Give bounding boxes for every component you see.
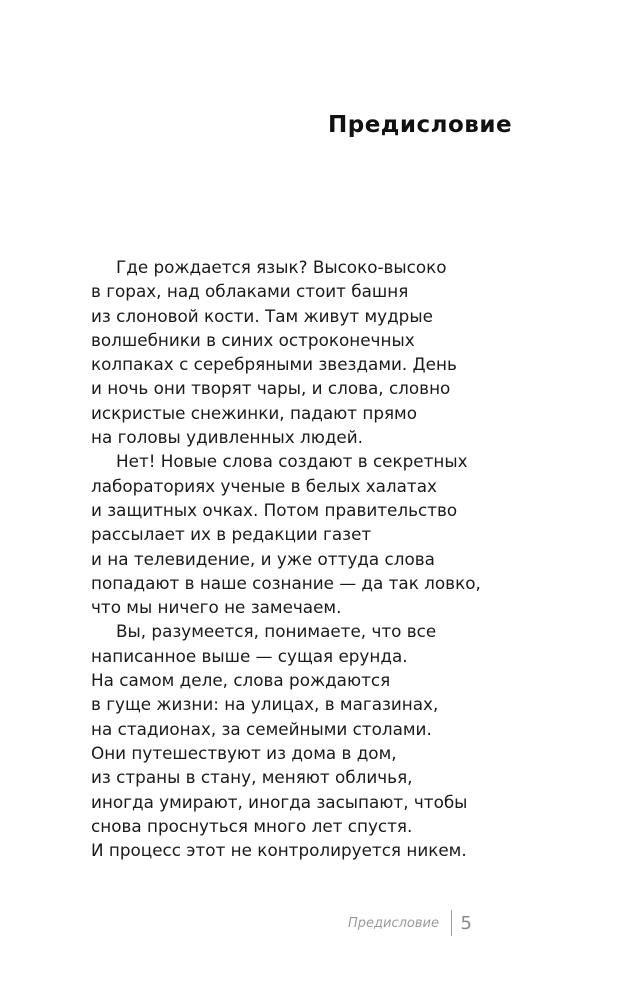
paragraph-1-line-6: и ночь они творят чары, и слова, словно <box>91 378 451 399</box>
paragraph-1-line-3: из слоновой кости. Там живут мудрые <box>91 305 433 326</box>
paragraph-3-line-7: из страны в стану, меняют обличья, <box>91 767 413 788</box>
paragraph-2-line-2: лабораториях ученые в белых халатах <box>91 475 437 496</box>
paragraph-2-line-6: попадают в наше сознание — да так ловко, <box>91 572 481 593</box>
footer-divider <box>451 910 453 936</box>
paragraph-1-line-7: искристые снежинки, падают прямо <box>91 402 417 423</box>
running-footer-section: Предисловие <box>348 915 439 931</box>
paragraph-2-line-4: рассылает их в редакции газет <box>91 524 372 545</box>
body-text <box>91 255 511 862</box>
paragraph-1-line-1: Где рождается язык? Высоко-высоко <box>116 257 447 277</box>
paragraph-3-line-10: И процесс этот не контролируется никем. <box>91 840 467 861</box>
paragraph-3-line-6: Они путешествуют из дома в дом, <box>91 742 397 763</box>
paragraph-3-line-3: На самом деле, слова рождаются <box>91 670 391 691</box>
paragraph-3-line-4: в гуще жизни: на улицах, в магазинах, <box>91 694 439 715</box>
page-footer <box>348 910 472 936</box>
paragraph-2-line-3: и защитных очках. Потом правительство <box>91 499 458 520</box>
paragraph-1-line-4: волшебники в синих остроконечных <box>91 329 415 350</box>
chapter-title: Предисловие <box>328 112 513 138</box>
paragraph-1-line-5: колпаках с серебряными звездами. День <box>91 354 457 375</box>
paragraph-3-line-5: на стадионах, за семейными столами. <box>91 718 432 739</box>
paragraph-3-line-8: иногда умирают, иногда засыпают, чтобы <box>91 791 468 812</box>
paragraph-2-line-1: Нет! Новые слова создают в секретных <box>116 451 468 472</box>
page-number: 5 <box>460 912 472 934</box>
paragraph-3-line-1: Вы, разумеется, понимаете, что все <box>116 621 437 642</box>
paragraph-2-line-7: что мы ничего не замечаем. <box>91 597 342 618</box>
paragraph-1-line-2: в горах, над облаками стоит башня <box>91 281 409 302</box>
paragraph-1-line-8: на головы удивленных людей. <box>91 427 363 448</box>
paragraph-3-line-9: снова проснуться много лет спустя. <box>91 815 413 836</box>
paragraph-2-line-5: и на телевидение, и уже оттуда слова <box>91 548 435 569</box>
paragraph-3-line-2: написанное выше — сущая ерунда. <box>91 645 408 666</box>
